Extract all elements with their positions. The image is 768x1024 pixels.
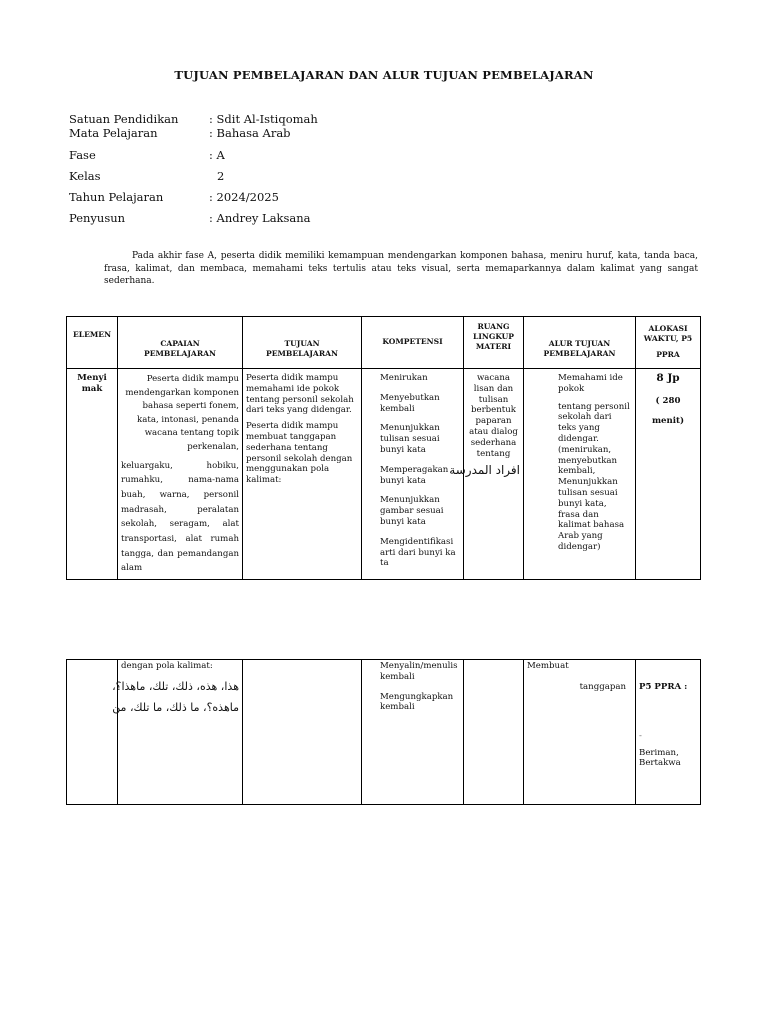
table-header-row [67,317,701,369]
cell-alokasi: 8 Jp ( 280 menit) [636,369,701,580]
meta-label-mapel: Mata Pelajaran [69,126,158,140]
meta-value-satuan: : Sdit Al-Istiqomah [209,112,318,126]
continuation-table [66,659,701,805]
cell-elemen-2 [67,660,118,805]
header-capaian: CAPAIAN PEMBELAJARAN [118,317,243,369]
cell-capaian: Peserta didik mampu mendengarkan komponen bahasa seperti fonem, kata, intonasi, penanda wacana tentang topik perkenalan, keluargaku, hobiku, rumahku, nama-nama buah, warna, personil madrasah, peralatan sekolah, seragam, alat transportasi, alat rumah tangga, dan pemandangan alam [118,369,243,580]
cell-kompetensi: Menirukan Menyebutkan kembali Menunjukkan tulisan sesuai bunyi kata Memperagakan bunyi kata Menunjukkan gambar sesuai bunyi kata Mengidentifikasi arti dari bunyi kata [362,369,464,580]
meta-value-tahun: : 2024/2025 [209,190,279,204]
header-elemen: ELEMEN [67,317,118,369]
cell-ruang-2 [464,660,524,805]
table-row [67,660,701,805]
meta-label-tahun: Tahun Pelajaran [69,190,164,204]
meta-label-satuan: Satuan Pendidikan [69,112,179,126]
meta-value-kelas: 2 [217,169,225,183]
cell-alur: Memahami ide pokok tentang personil sekolah dari teks yang didengar. (menirukan, menyebutkan kembali, Menunjukkan tulisan sesuai bunyi kata, frasa dan kalimat bahasa Arab yang didengar) [524,369,636,580]
header-tujuan: TUJUAN PEMBELAJARAN [243,317,362,369]
cell-kompetensi-2: Menyalin/menulis kembali Mengungkapkan kembali [362,660,464,805]
table-row [67,369,701,580]
cell-tujuan: Peserta didik mampu memahami ide pokok tentang personil sekolah dari teks yang didengar. Peserta didik mampu membuat tanggapan sederhana tentang personil sekolah dengan menggunakan pola kalimat: [243,369,362,580]
meta-value-penyusun: : Andrey Laksana [209,211,311,225]
cell-p5-2: P5 PPRA : - Beriman, Bertakwa [636,660,701,805]
cell-tujuan-2 [243,660,362,805]
page-title: TUJUAN PEMBELAJARAN DAN ALUR TUJUAN PEMBELAJARAN [174,68,594,82]
cell-capaian-2: dengan pola kalimat: هذا، هذه، ذلك، تلك، ماهذا؟، ماهذه؟، ما ذلك، ما تلك، من [118,660,243,805]
header-kompetensi: KOMPETENSI [362,317,464,369]
meta-value-fase: : A [209,148,225,162]
cell-alur-2: Membuat tanggapan [524,660,636,805]
cell-elemen: Menyi mak [67,369,118,580]
header-ruang: RUANG LINGKUP MATERI [464,317,524,369]
meta-label-penyusun: Penyusun [69,211,126,225]
header-alokasi: ALOKASI WAKTU, P5 PPRA [636,317,701,369]
learning-objectives-table [66,316,701,580]
header-alur: ALUR TUJUAN PEMBELAJARAN [524,317,636,369]
meta-label-kelas: Kelas [69,169,101,183]
meta-value-mapel: : Bahasa Arab [209,126,291,140]
intro-paragraph: Pada akhir fase A, peserta didik memiliki kemampuan mendengarkan komponen bahasa, meniru huruf, kata, tanda baca, frasa, kalimat, dan membaca, memahami teks tertulis atau teks visual, serta memaparkannya dalam kalimat yang sangat sederhana. [104,251,698,286]
meta-label-fase: Fase [69,148,96,162]
cell-ruang: wacana lisan dan tulisan berbentuk paparan atau dialog sederhana tentang افراد المدرسة [464,369,524,580]
